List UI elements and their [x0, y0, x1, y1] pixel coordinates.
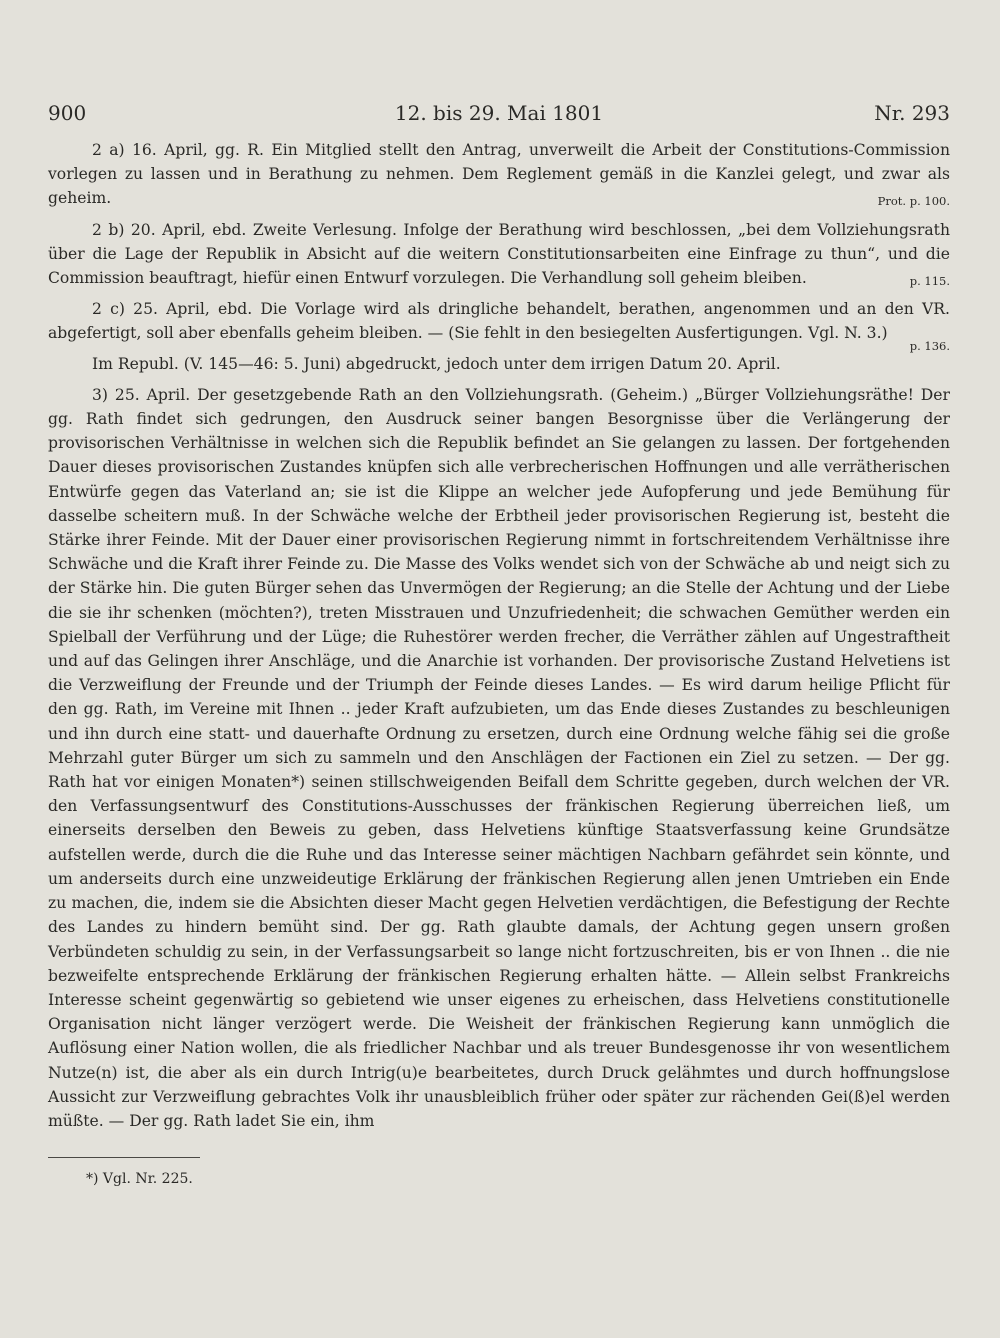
entry-3 [48, 383, 950, 1133]
entry-2b-text: 2 b) 20. April, ebd. Zweite Verlesung. Infolge der Berathung wird beschlossen, „bei dem Vollziehungsrath über die Lage der Republik in Absicht auf die weitern Constitutionsarbeiten eine Einfrage zu thun“, und die Commission beauftragt, hiefür einen Entwurf vorzulegen. Die Verhandlung soll geheim bleiben. [48, 220, 950, 288]
entry-2b-protocol-ref: p. 115. [909, 274, 950, 289]
entry-2a [48, 138, 950, 211]
page-header [48, 98, 950, 128]
entry-2c [48, 297, 950, 345]
document-number: Nr. 293 [874, 101, 950, 125]
entry-2c-protocol-ref: p. 136. [909, 338, 950, 353]
footnote-rule [48, 1157, 200, 1158]
entry-2a-protocol-ref: Prot. p. 100. [877, 194, 950, 209]
entry-3-text: 3) 25. April. Der gesetzgebende Rath an den Vollziehungsrath. (Geheim.) „Bürger Vollziehungsräthe! Der gg. Rath findet sich gedrungen, den Ausdruck seiner bangen Besorgnisse über die Verlängerung der provisorischen Verhältnisse in welchen sich die Republik befindet an Sie gelangen zu lassen. Der fortgehenden Dauer dieses provisorischen Zustandes knüpfen sich alle verbrecherischen Hoffnungen und alle verrätherischen Entwürfe gegen das Vaterland an; sie ist die Klippe an welcher jede Aufopferung und jede Bemühung für dasselbe scheitern muß. In der Schwäche welche der Erbtheil jeder provisorischen Regierung ist, besteht die Stärke ihrer Feinde. Mit der Dauer einer provisorischen Regierung nimmt in fortschreitendem Verhältnisse ihre Schwäche und die Kraft ihrer Feinde zu. Die Masse des Volks wendet sich von der Schwäche ab und neigt sich zu der Stärke hin. Die guten Bürger sehen das Unvermögen der Regierung; an die Stelle der Achtung und der Liebe die sie ihr schenken (möchten?), treten Misstrauen und Unzufriedenheit; die schwachen Gemüther werden ein Spielball der Verführung und der Lüge; die Ruhestörer werden frecher, die Verräther zählen auf Ungestraftheit und auf das Gelingen ihrer Anschläge, und die Anarchie ist vorhanden. Der provisorische Zustand Helvetiens ist die Verzweiflung der Freunde und der Triumph der Feinde dieses Landes. — Es wird darum heilige Pflicht für den gg. Rath, im Vereine mit Ihnen .. jeder Kraft aufzubieten, um das Ende dieses Zustandes zu beschleunigen und ihn durch eine statt- und dauerhafte Ordnung zu ersetzen, durch eine Ordnung welche fähig sei die große Mehrzahl guter Bürger um sich zu sammeln und den Anschlägen der Factionen ein Ziel zu setzen. — Der gg. Rath hat vor einigen Monaten*) seinen stillschweigenden Beifall dem Schritte gegeben, durch welchen der VR. den Verfassungsentwurf des Constitutions-Ausschusses der fränkischen Regierung überreichen ließ, um einerseits derselben den Beweis zu geben, dass Helvetiens künftige Staatsverfassung keine Grundsätze aufstellen werde, durch die die Ruhe und das Interesse seiner mächtigen Nachbarn gefährdet sein könnte, und um anderseits durch eine unzweideutige Erklärung der fränkischen Regierung allen jenen Umtrieben ein Ende zu machen, die, indem sie die Absichten dieser Macht gegen Helvetien verdächtigen, die Befestigung der Rechte des Landes zu hindern bemüht sind. Der gg. Rath glaubte damals, der Achtung gegen unsern großen Verbündeten schuldig zu sein, in der Verfassungsarbeit so lange nicht fortzuschreiten, bis er von Ihnen .. die nie bezweifelte entsprechende Erklärung der fränkischen Regierung erhalten hätte. — Allein selbst Frankreichs Interesse scheint gegenwärtig so gebietend wie unser eigenes zu erheischen, dass Helvetiens constitutionelle Organisation nicht länger verzögert werde. Die Weisheit der fränkischen Regierung kann unmöglich die Auflösung einer Nation wollen, die als friedlicher Nachbar und als treuer Bundesgenosse ihr von wesentlichem Nutze(n) ist, die aber als ein durch Intrig(u)e bearbeitetes, durch Druck gelähmtes und durch hoffnungslose Aussicht zur Verzweiflung gebrachtes Volk ihr unausbleiblich früher oder später zur rächenden Gei(ß)el werden müßte. — Der gg. Rath ladet Sie ein, ihm [48, 385, 950, 1130]
body-text [48, 138, 950, 1140]
entry-2c-note: Im Republ. (V. 145—46: 5. Juni) abgedruckt, jedoch unter dem irrigen Datum 20. April. [92, 354, 781, 373]
entry-2b [48, 218, 950, 291]
page-number: 900 [48, 101, 87, 125]
running-title: 12. bis 29. Mai 1801 [394, 101, 604, 125]
entry-2a-text: 2 a) 16. April, gg. R. Ein Mitglied stellt den Antrag, unverweilt die Arbeit der Constitutions-Commission vorlegen zu lassen und in Berathung zu nehmen. Dem Reglement gemäß in die Kanzlei gelegt, und zwar als geheim. [48, 141, 950, 208]
footnote: *) Vgl. Nr. 225. [86, 1171, 193, 1187]
entry-2c-text: 2 c) 25. April, ebd. Die Vorlage wird als dringliche behandelt, berathen, angenommen und an den VR. abgefertigt, soll aber ebenfalls geheim bleiben. — (Sie fehlt in den besiegelten Ausfertigungen. Vgl. N. 3.) [48, 300, 950, 343]
